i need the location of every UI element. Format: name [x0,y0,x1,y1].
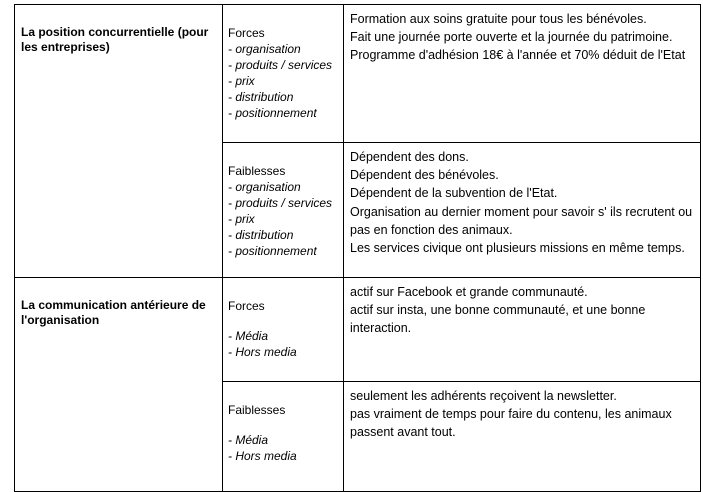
table-row-communication-forces [15,278,701,382]
forces-label: Forces [228,26,265,40]
analysis-table [14,4,701,492]
forces-content-cell [344,278,701,382]
list-item: - positionnement [228,244,317,258]
list-item: - prix [228,74,255,88]
content-line: Organisation au dernier moment pour savoir s' ils recrutent ou pas en fonction des animaux. [350,204,693,237]
faiblesses-label-cell [223,382,344,492]
content-line: Formation aux soins gratuite pour tous les bénévoles. [350,12,647,26]
content-line: actif sur Facebook et grande communauté. [350,285,588,299]
list-item: - organisation [228,42,301,56]
section-title-position: La position concurrentielle (pour les entreprises) [15,5,223,278]
faiblesses-label: Faiblesses [228,403,286,417]
list-item: - organisation [228,180,301,194]
forces-label: Forces [228,299,265,313]
list-item: - distribution [228,90,294,104]
faiblesses-label-cell [223,143,344,278]
faiblesses-criteria-list [228,432,338,464]
content-line: Dépendent des bénévoles. [350,168,499,183]
forces-label-cell [223,278,344,382]
list-item: - produits / services [228,196,333,210]
content-line: Dépendent des dons. [350,150,469,164]
content-line: Dépendent de la subvention de l'Etat. [350,186,558,201]
faiblesses-content-cell [344,143,701,278]
content-line: Programme d'adhésion 18€ à l'année et 70% déduit de l'Etat [350,48,686,63]
list-item: - Hors media [228,449,297,463]
list-item: - distribution [228,228,294,242]
faiblesses-criteria-list [228,179,338,259]
content-line: Fait une journée porte ouverte et la journée du patrimoine. [350,30,673,45]
list-item: - Média [228,329,269,343]
table-row-position-forces [15,5,701,143]
faiblesses-label: Faiblesses [228,164,286,178]
section-title-communication: La communication antérieure de l'organisation [15,278,223,492]
content-line: actif sur insta, une bonne communauté, et une bonne interaction. [350,303,646,336]
content-line: seulement les adhérents reçoivent la newsletter. [350,389,617,403]
forces-content-cell [344,5,701,143]
content-line: Les services civique ont plusieurs missions en même temps. [350,241,685,256]
forces-criteria-list [228,41,338,121]
list-item: - prix [228,212,255,226]
content-line: pas vraiment de temps pour faire du contenu, les animaux passent avant tout. [350,407,672,440]
list-item: - positionnement [228,106,317,120]
faiblesses-content-cell [344,382,701,492]
forces-label-cell [223,5,344,143]
list-item: - Média [228,433,269,447]
list-item: - Hors media [228,345,297,359]
list-item: - produits / services [228,58,333,72]
forces-criteria-list [228,328,338,360]
